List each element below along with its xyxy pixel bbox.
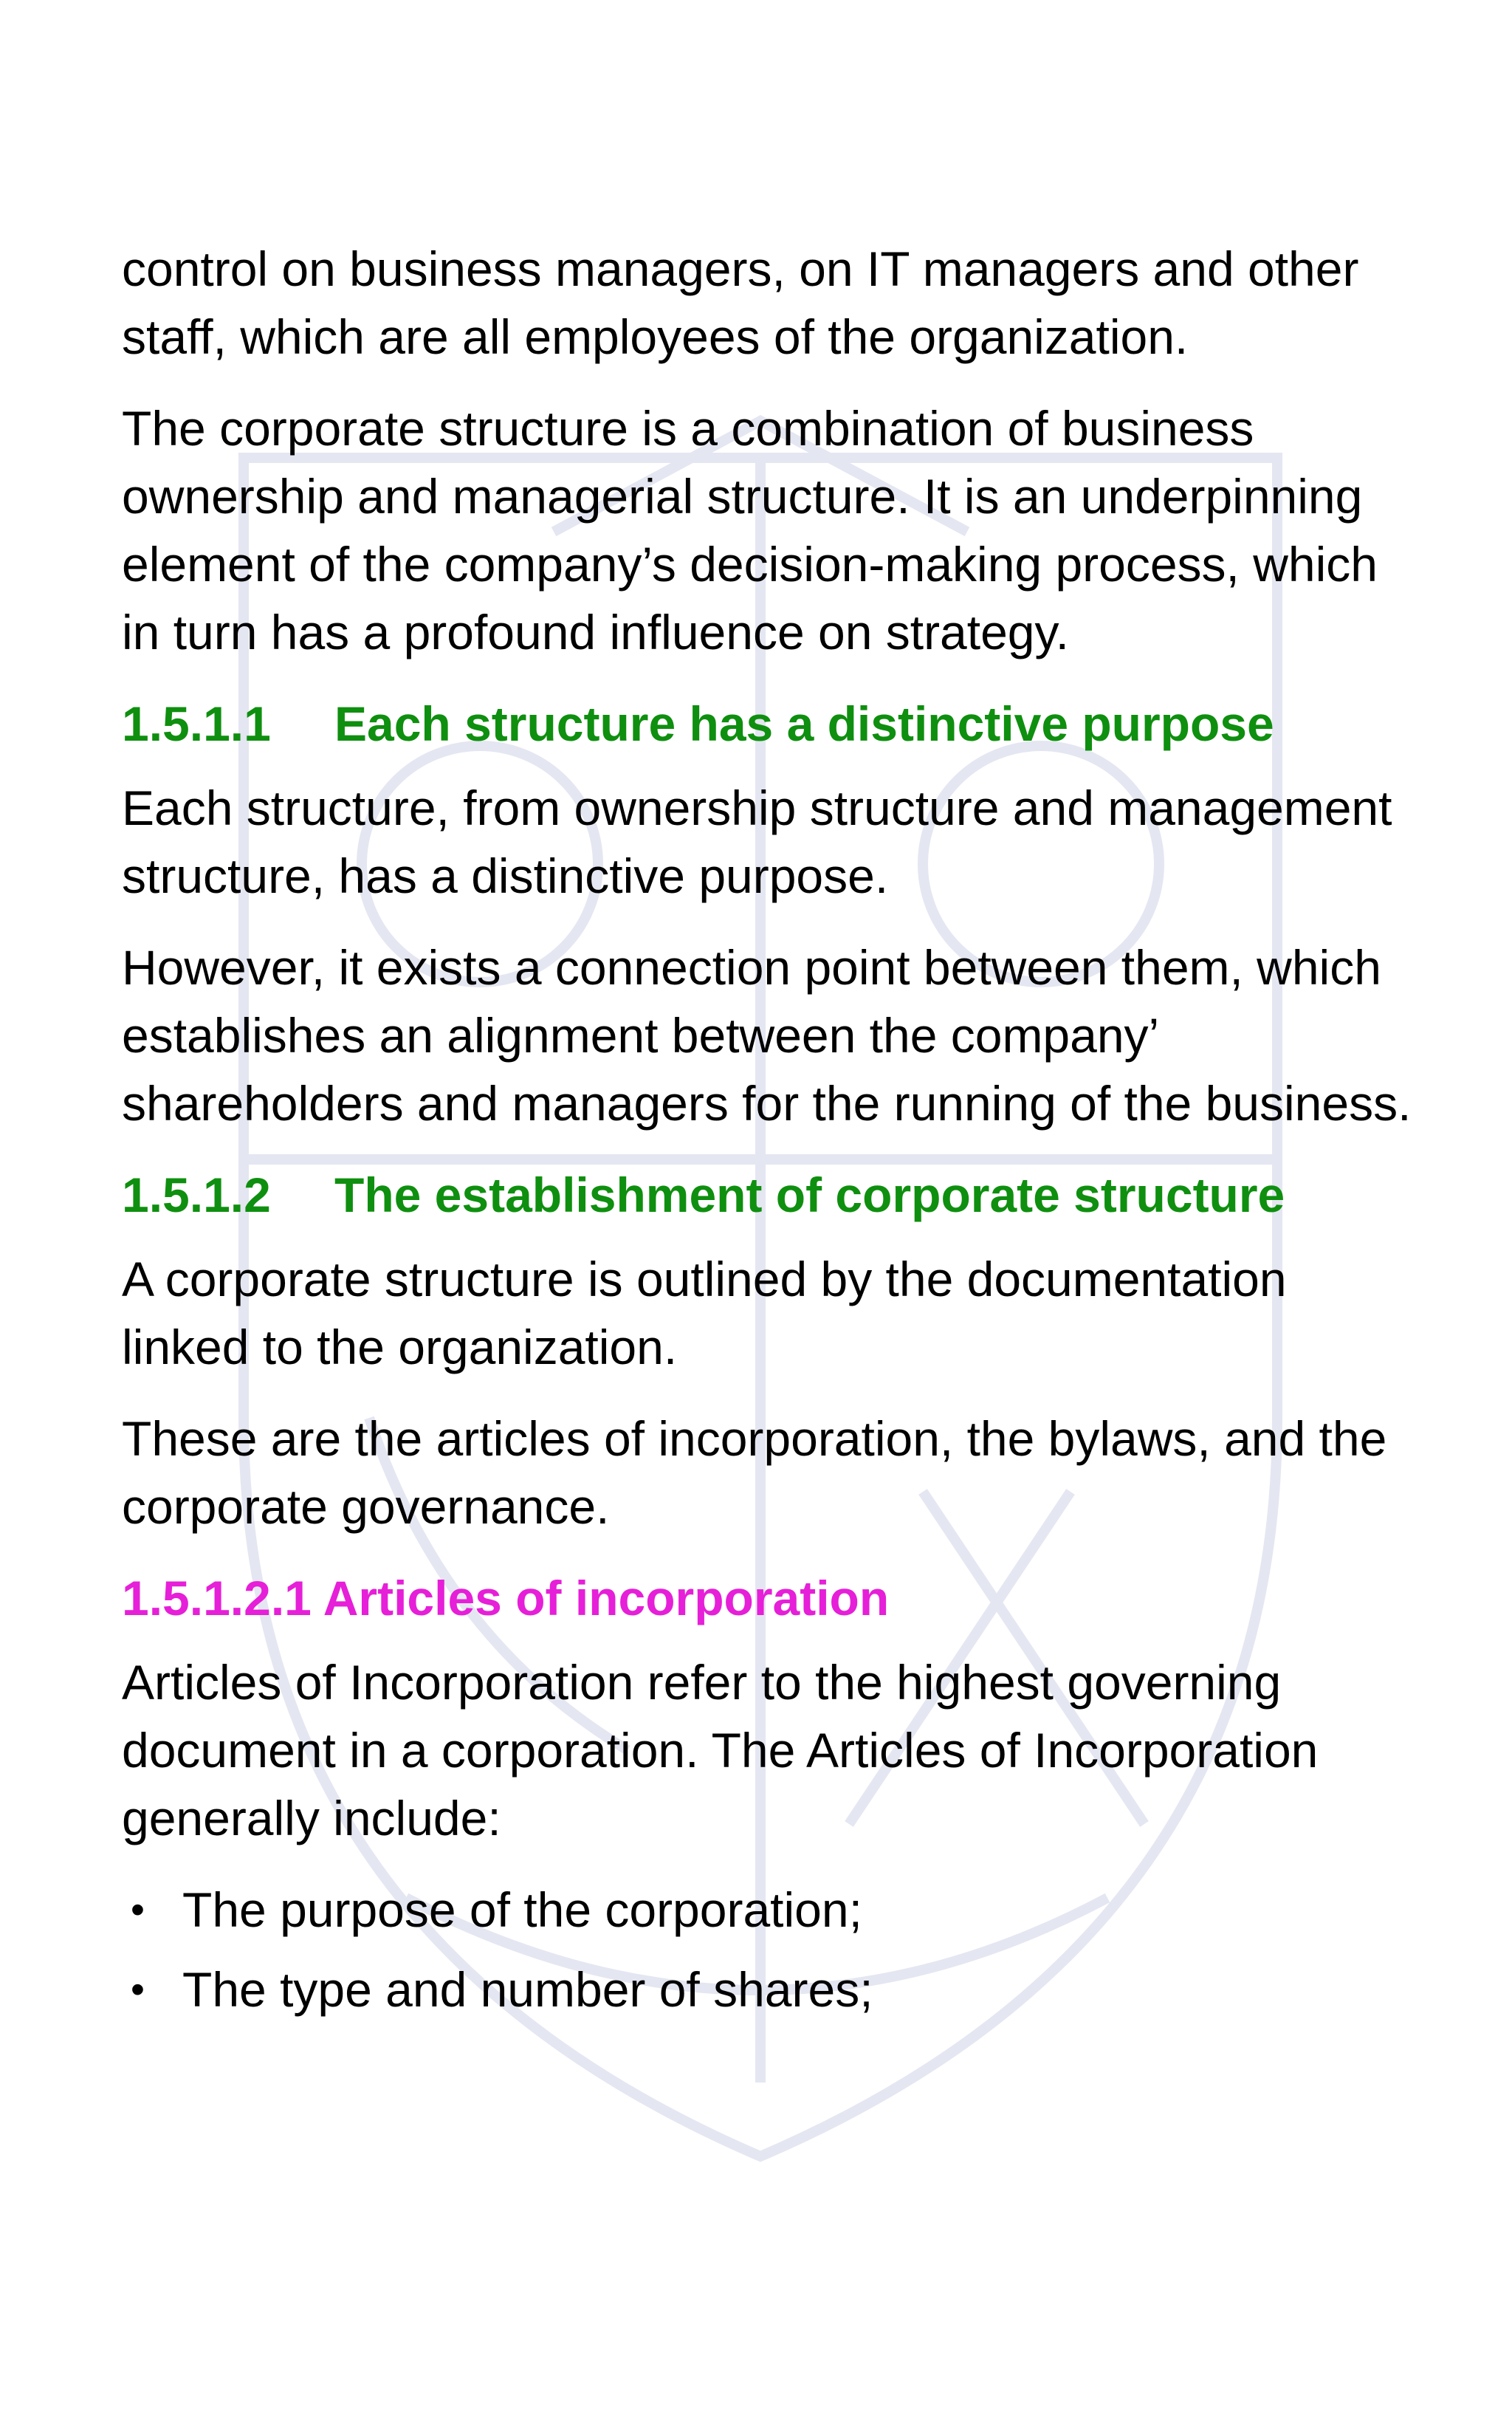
paragraph-connection-point: However, it exists a connection point between them, which establishes an alignment between the company’ shareholders and managers for the running of the business. xyxy=(122,940,1412,1131)
paragraph-each-structure: Each structure, from ownership structure and management structure, has a distinctive purpose. xyxy=(122,781,1392,903)
paragraph-intro: control on business managers, on IT managers and other staff, which are all employees of the organization. xyxy=(122,241,1359,364)
paragraph-documentation: A corporate structure is outlined by the documentation linked to the organization. xyxy=(122,1252,1287,1374)
articles-include-list xyxy=(122,1876,1421,2023)
list-item: • The purpose of the corporation; xyxy=(122,1876,1421,1944)
list-item: • The type and number of shares; xyxy=(122,1955,1421,2023)
paragraph-articles-definition: Articles of Incorporation refer to the highest governing document in a corporation. The Articles of Incorporation generally include: xyxy=(122,1655,1319,1845)
heading-1-5-1-1 xyxy=(122,690,1421,758)
heading-title: Each structure has a distinctive purpose xyxy=(334,696,1274,751)
heading-title: The establishment of corporate structure xyxy=(334,1168,1285,1222)
bullet-icon: • xyxy=(131,1888,145,1932)
heading-1-5-1-2 xyxy=(122,1161,1421,1229)
heading-number: 1.5.1.1 xyxy=(122,696,271,751)
bullet-icon: • xyxy=(131,1967,145,2012)
heading-number: 1.5.1.2 xyxy=(122,1168,271,1222)
heading-1-5-1-2-1: 1.5.1.2.1 Articles of incorporation xyxy=(122,1571,890,1625)
paragraph-articles-bylaws: These are the articles of incorporation, the bylaws, and the corporate governance. xyxy=(122,1411,1387,1534)
paragraph-corporate-structure: The corporate structure is a combination of business ownership and managerial structure. It is an underpinning element of the company’s decision-making process, which in turn has a profound influence on strategy. xyxy=(122,401,1378,659)
document-page xyxy=(122,235,1421,2035)
